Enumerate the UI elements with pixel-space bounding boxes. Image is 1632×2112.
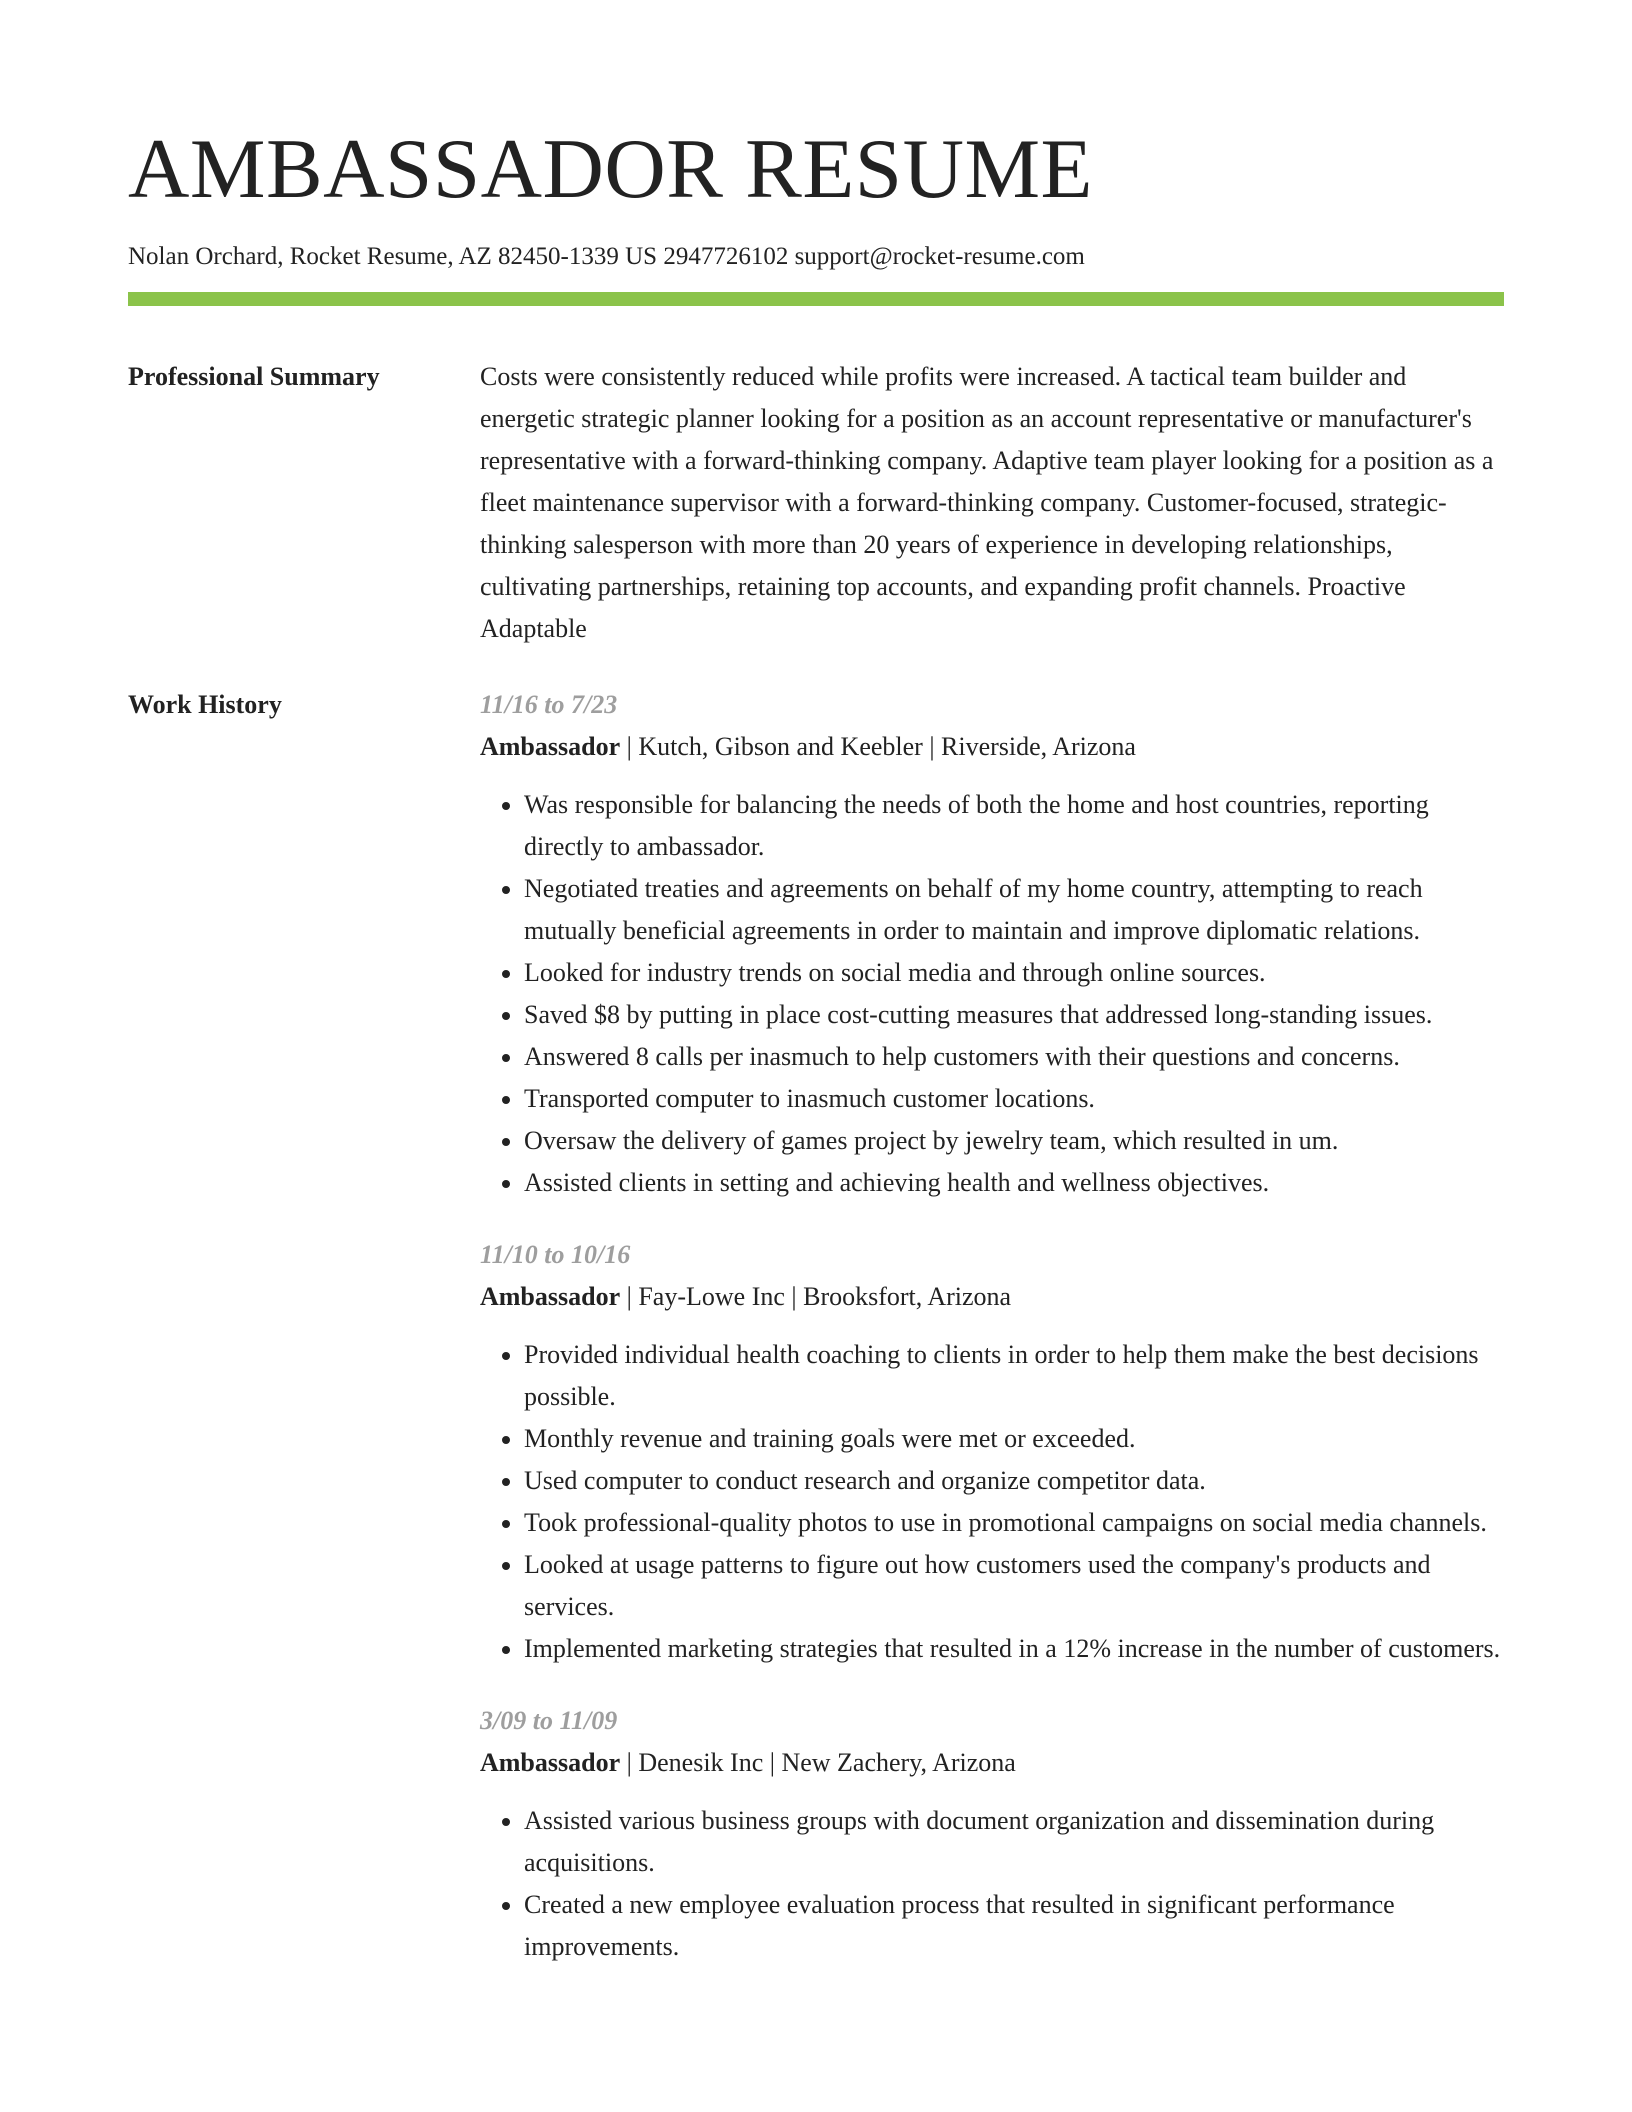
job-title: Ambassador <box>480 732 621 761</box>
job-title-line <box>480 1742 1504 1784</box>
job-bullets <box>480 784 1504 1204</box>
section-label-work-history: Work History <box>128 690 282 719</box>
job-dates: 11/10 to 10/16 <box>480 1240 631 1269</box>
job-dates: 3/09 to 11/09 <box>480 1706 618 1735</box>
job-bullet: • Took professional-quality photos to use in promotional campaigns on social media channels. <box>524 1502 1504 1544</box>
job-bullet: • Monthly revenue and training goals were met or exceeded. <box>524 1418 1504 1460</box>
job-title-line <box>480 726 1504 768</box>
professional-summary-section <box>128 356 1504 650</box>
job-bullet: • Assisted clients in setting and achieving health and wellness objectives. <box>524 1162 1504 1204</box>
job-bullet: • Implemented marketing strategies that resulted in a 12% increase in the number of customers. <box>524 1628 1504 1670</box>
job-entry <box>480 684 1504 1204</box>
job-bullet: • Looked for industry trends on social media and through online sources. <box>524 952 1504 994</box>
job-bullet: • Oversaw the delivery of games project by jewelry team, which resulted in um. <box>524 1120 1504 1162</box>
job-entry <box>480 1700 1504 1968</box>
resume-title: AMBASSADOR RESUME <box>128 122 1093 216</box>
job-dates: 11/16 to 7/23 <box>480 690 618 719</box>
job-bullets <box>480 1800 1504 1968</box>
contact-line: Nolan Orchard, Rocket Resume, AZ 82450-1339 US 2947726102 support@rocket-resume.com <box>128 243 1085 270</box>
job-bullet: • Answered 8 calls per inasmuch to help customers with their questions and concerns. <box>524 1036 1504 1078</box>
job-bullet: • Used computer to conduct research and organize competitor data. <box>524 1460 1504 1502</box>
job-bullet: • Looked at usage patterns to figure out how customers used the company's products and services. <box>524 1544 1504 1628</box>
job-bullets <box>480 1334 1504 1670</box>
job-entry <box>480 1234 1504 1670</box>
work-history-section <box>128 684 1504 1998</box>
job-bullet: • Created a new employee evaluation process that resulted in significant performance improvements. <box>524 1884 1504 1968</box>
job-title: Ambassador <box>480 1748 621 1777</box>
job-employer-location: | Fay-Lowe Inc | Brooksfort, Arizona <box>620 1282 1012 1311</box>
job-title-line <box>480 1276 1504 1318</box>
resume-page <box>128 0 1504 1998</box>
job-employer-location: | Denesik Inc | New Zachery, Arizona <box>620 1748 1016 1777</box>
job-bullet: • Negotiated treaties and agreements on behalf of my home country, attempting to reach mutually beneficial agreements in order to maintain and improve diplomatic relations. <box>524 868 1504 952</box>
accent-divider <box>128 292 1504 306</box>
section-label-summary: Professional Summary <box>128 362 380 391</box>
summary-text: Costs were consistently reduced while profits were increased. A tactical team builder and energetic strategic planner looking for a position as an account representative or manufacturer's representative with a forward-thinking company. Adaptive team player looking for a position as a fleet maintenance supervisor with a forward-thinking company. Customer-focused, strategic-thinking salesperson with more than 20 years of experience in developing relationships, cultivating partnerships, retaining top accounts, and expanding profit channels. Proactive Adaptable <box>480 362 1494 643</box>
job-bullet: • Provided individual health coaching to clients in order to help them make the best decisions possible. <box>524 1334 1504 1418</box>
job-bullet: • Transported computer to inasmuch customer locations. <box>524 1078 1504 1120</box>
job-bullet: • Was responsible for balancing the needs of both the home and host countries, reporting directly to ambassador. <box>524 784 1504 868</box>
job-bullet: • Saved $8 by putting in place cost-cutting measures that addressed long-standing issues. <box>524 994 1504 1036</box>
job-bullet: • Assisted various business groups with document organization and dissemination during acquisitions. <box>524 1800 1504 1884</box>
job-employer-location: | Kutch, Gibson and Keebler | Riverside, Arizona <box>620 732 1136 761</box>
job-title: Ambassador <box>480 1282 621 1311</box>
work-history-list <box>480 684 1504 1998</box>
